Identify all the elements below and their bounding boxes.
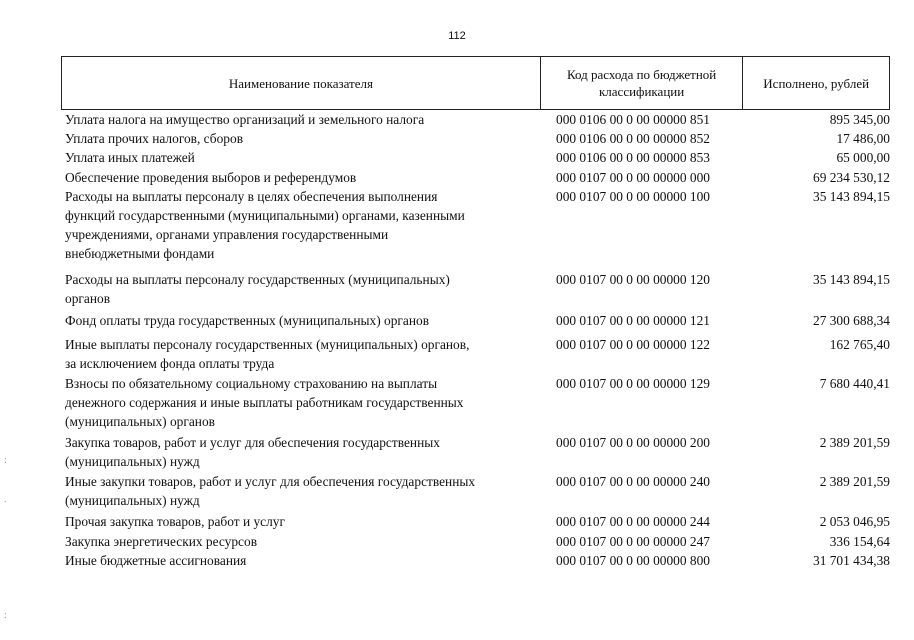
row-name xyxy=(65,512,540,531)
row-name xyxy=(65,110,540,129)
header-name-cell xyxy=(62,57,541,109)
row-name-line: Закупка товаров, работ и услуг для обеспечения государственных xyxy=(65,435,440,450)
row-name-line: Уплата прочих налогов, сборов xyxy=(65,131,244,146)
row-name-line: за исключением фонда оплаты труда xyxy=(65,356,275,371)
row-name-line: органов xyxy=(65,291,111,306)
row-name xyxy=(65,270,540,308)
row-name xyxy=(65,433,540,471)
row-code: 000 0107 00 0 00 00000 200 xyxy=(556,435,710,450)
row-name-line: Иные бюджетные ассигнования xyxy=(65,553,247,568)
row-name-line: (муниципальных) нужд xyxy=(65,454,200,469)
row-name-line: Взносы по обязательному социальному страхованию на выплаты xyxy=(65,376,438,391)
row-amount: 2 053 046,95 xyxy=(819,514,890,529)
row-amount: 2 389 201,59 xyxy=(819,435,890,450)
row-code: 000 0107 00 0 00 00000 000 xyxy=(556,170,710,185)
header-amount-cell xyxy=(743,57,889,109)
header-amount: Исполнено, рублей xyxy=(763,75,870,91)
row-name-line: Расходы на выплаты персоналу государственных (муниципальных) xyxy=(65,272,450,287)
table-header xyxy=(61,56,890,110)
row-name-line: Уплата иных платежей xyxy=(65,150,195,165)
scan-mark: : xyxy=(4,455,7,466)
row-code: 000 0107 00 0 00 00000 121 xyxy=(556,313,710,328)
row-amount: 35 143 894,15 xyxy=(813,272,890,287)
row-name-line: Закупка энергетических ресурсов xyxy=(65,534,258,549)
row-name xyxy=(65,551,540,570)
row-code: 000 0107 00 0 00 00000 800 xyxy=(556,553,710,568)
header-code-cell xyxy=(541,57,744,109)
row-name-line: Иные закупки товаров, работ и услуг для обеспечения государственных xyxy=(65,474,476,489)
row-amount: 65 000,00 xyxy=(836,150,890,165)
row-amount: 69 234 530,12 xyxy=(813,170,890,185)
scan-mark: . xyxy=(4,494,7,505)
row-name xyxy=(65,335,540,373)
row-name xyxy=(65,168,540,187)
row-name xyxy=(65,148,540,167)
row-name xyxy=(65,187,540,263)
row-code: 000 0106 00 0 00 00000 851 xyxy=(556,112,710,127)
row-code: 000 0107 00 0 00 00000 244 xyxy=(556,514,710,529)
row-name xyxy=(65,374,540,431)
page-number: 112 xyxy=(448,30,466,42)
row-code: 000 0107 00 0 00 00000 247 xyxy=(556,534,710,549)
row-amount: 31 701 434,38 xyxy=(813,553,890,568)
row-name-line: Расходы на выплаты персоналу в целях обеспечения выполнения xyxy=(65,189,438,204)
row-name xyxy=(65,129,540,148)
row-code: 000 0107 00 0 00 00000 240 xyxy=(556,474,710,489)
row-code: 000 0107 00 0 00 00000 129 xyxy=(556,376,710,391)
row-name-line: учреждениями, органами управления государственными xyxy=(65,227,389,242)
row-name-line: денежного содержания и иные выплаты работникам государственных xyxy=(65,395,464,410)
row-amount: 2 389 201,59 xyxy=(819,474,890,489)
header-code-line: классификации xyxy=(598,84,685,99)
row-amount: 336 154,64 xyxy=(829,534,890,549)
row-code: 000 0106 00 0 00 00000 852 xyxy=(556,131,710,146)
row-name-line: Прочая закупка товаров, работ и услуг xyxy=(65,514,285,529)
row-name xyxy=(65,311,540,330)
row-name-line: Фонд оплаты труда государственных (муниципальных) органов xyxy=(65,313,430,328)
header-code-line: Код расхода по бюджетной xyxy=(566,67,717,82)
row-name-line: внебюджетными фондами xyxy=(65,246,215,261)
row-name-line: функций государственными (муниципальными) органами, казенными xyxy=(65,208,465,223)
row-name xyxy=(65,472,540,510)
header-code xyxy=(567,66,716,100)
row-amount: 162 765,40 xyxy=(829,337,890,352)
row-name-line: (муниципальных) нужд xyxy=(65,493,200,508)
row-name-line: Обеспечение проведения выборов и референдумов xyxy=(65,170,357,185)
row-name-line: Уплата налога на имущество организаций и земельного налога xyxy=(65,112,425,127)
row-name-line: (муниципальных) органов xyxy=(65,414,215,429)
row-code: 000 0107 00 0 00 00000 100 xyxy=(556,189,710,204)
row-amount: 7 680 440,41 xyxy=(819,376,890,391)
row-amount: 17 486,00 xyxy=(836,131,890,146)
row-code: 000 0106 00 0 00 00000 853 xyxy=(556,150,710,165)
header-name: Наименование показателя xyxy=(228,75,373,91)
row-code: 000 0107 00 0 00 00000 122 xyxy=(556,337,710,352)
row-name-line: Иные выплаты персоналу государственных (муниципальных) органов, xyxy=(65,337,470,352)
row-name xyxy=(65,532,540,551)
row-amount: 895 345,00 xyxy=(829,112,890,127)
scan-mark: : xyxy=(4,610,7,621)
row-amount: 27 300 688,34 xyxy=(813,313,890,328)
row-code: 000 0107 00 0 00 00000 120 xyxy=(556,272,710,287)
row-amount: 35 143 894,15 xyxy=(813,189,890,204)
